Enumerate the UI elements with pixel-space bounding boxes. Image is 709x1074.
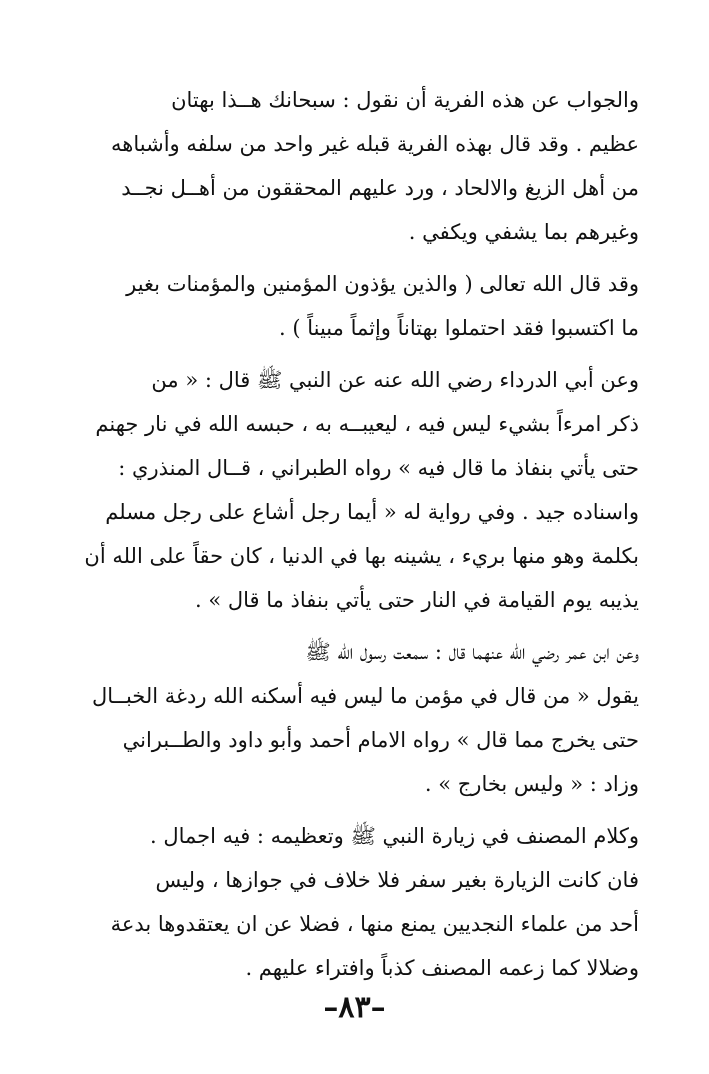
paragraph-2 [66, 262, 639, 350]
text-line: واسناده جيد . وفي رواية له « أيما رجل أشاع على رجل مسلم [105, 500, 639, 524]
paragraph-5 [66, 814, 639, 858]
paragraph-1 [66, 78, 639, 254]
paragraph-6 [66, 858, 639, 990]
text-line: والجواب عن هذه الفرية أن نقول : سبحانك هــذا بهتان [171, 88, 639, 112]
text-line: وزاد : « وليس بخارج » . [424, 772, 639, 796]
text-line: عظيم . وقد قال بهذه الفرية قبله غير واحد من سلفه وأشباهه [111, 132, 639, 156]
text-line: حتى يأتي بنفاذ ما قال فيه » رواه الطبراني ، قــال المنذري : [118, 456, 639, 480]
text-line: فان كانت الزيارة بغير سفر فلا خلاف في جوازها ، وليس [155, 868, 639, 892]
page-body-text [66, 78, 639, 990]
paragraph-3 [66, 358, 639, 622]
text-line: حتى يخرج مما قال » رواه الامام أحمد وأبو داود والطــبراني [122, 728, 639, 752]
text-line: بكلمة وهو منها بريء ، يشينه بها في الدنيا ، كان حقاً على الله أن [84, 544, 639, 568]
text-line: من أهل الزيغ والالحاد ، ورد عليهم المحققون من أهــل نجــد [121, 176, 639, 200]
text-line: وضلالا كما زعمه المصنف كذباً وافتراء عليهم . [245, 956, 639, 980]
text-line: أحد من علماء النجديين يمنع منها ، فضلا عن ان يعتقدوها بدعة [110, 912, 639, 936]
text-line: وعن ابن عمر رضي الله عنهما قال : سمعت رسول الله ﷺ [305, 640, 639, 664]
paragraph-4 [66, 630, 639, 806]
text-line: ما اكتسبوا فقد احتملوا بهتاناً وإثماً مبيناً ) . [279, 316, 639, 340]
text-line: يذيبه يوم القيامة في النار حتى يأتي بنفاذ ما قال » . [194, 588, 639, 612]
text-line: وغيرهم بما يشفي ويكفي . [408, 220, 639, 244]
text-line: وكلام المصنف في زيارة النبي ﷺ وتعظيمه : فيه اجمال . [149, 824, 639, 848]
text-line: ذكر امرءاً بشيء ليس فيه ، ليعيبــه به ، حبسه الله في نار جهنم [95, 412, 639, 436]
text-line: وعن أبي الدرداء رضي الله عنه عن النبي ﷺ قال : « من [151, 368, 639, 392]
page-number: –٨٣– [323, 990, 386, 1025]
text-line: يقول « من قال في مؤمن ما ليس فيه أسكنه الله ردغة الخبــال [91, 684, 639, 708]
text-line: وقد قال الله تعالى ( والذين يؤذون المؤمنين والمؤمنات بغير [126, 272, 639, 296]
